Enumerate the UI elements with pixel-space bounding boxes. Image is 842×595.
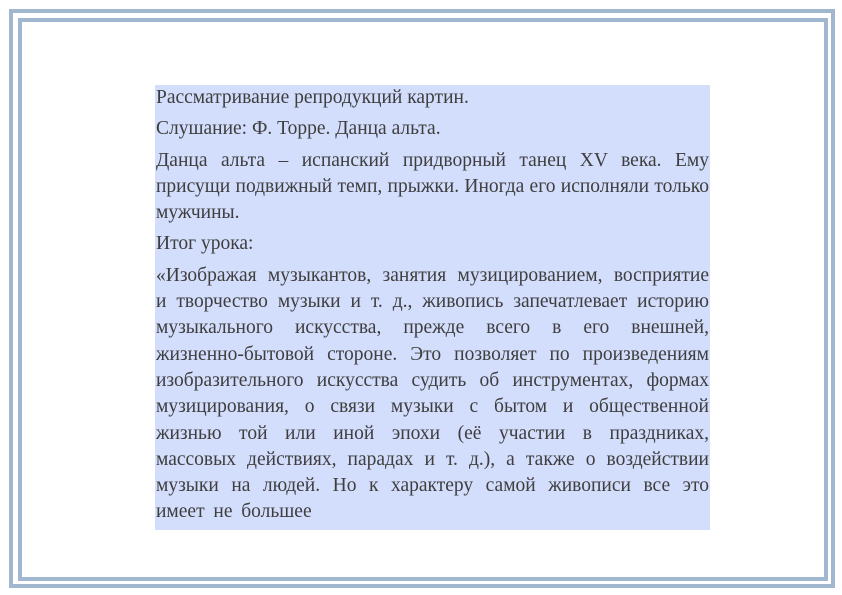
paragraph-activity: Рассматривание репродукций картин. — [156, 87, 469, 108]
paragraph-dance-description: Данца альта – испанский придворный танец XV века. Ему присущи подвижный темп, прыжки. Иногда его исполняли только мужчины. — [156, 149, 709, 224]
paragraph-lesson-summary-heading: Итог урока: — [156, 233, 254, 255]
paragraph-listening: Слушание: Ф. Торре. Данца альта. — [156, 118, 441, 140]
paragraph-quote: «Изображая музыкантов, занятия музицированием, восприятие и творчество музыки и т. д., живопись запечатлевает историю музыкального искусства, прежде всего в его внешней, жизненно-бытовой стороне. Это позволяет по произведениям изобразительного искусства судить об инструментах, формах музицирования, о связи музыки с бытом и общественной жизнью той или иной эпохи (её участии в праздниках, массовых действиях, парадах и т. д.), а также о воздействии музыки на людей. Но к характеру самой живописи все это имеет не большее — [156, 264, 709, 523]
slide-text-block — [155, 85, 710, 530]
